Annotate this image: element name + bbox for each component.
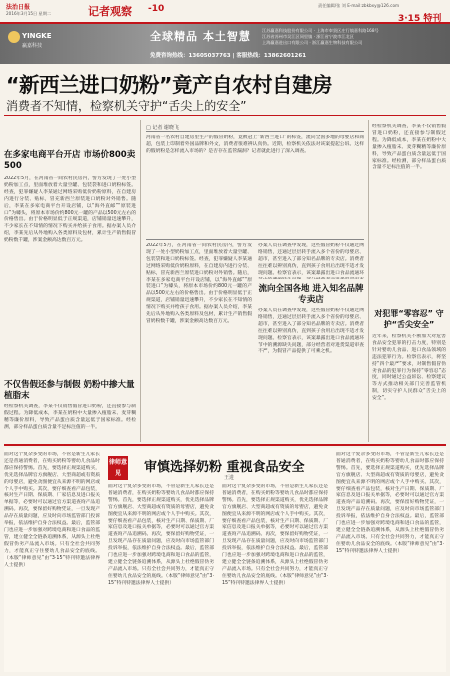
brand-name: YINGKE	[22, 32, 52, 40]
column-divider	[140, 120, 141, 442]
commentary-author: 王进	[224, 475, 235, 481]
brand-logo	[6, 28, 66, 60]
commentary-col-2: 面对这个复杂多变的市场，不管是新生儿家长还是普通消费者，在购买奶粉等婴幼儿食品时都应保持警惕。首先，要选择正规渠道购买，优先选择品牌官方旗舰店、大型商超或有资质的母婴店，避免贪图便宜从来源不明的网店或个人手中购买。其次，要仔细查看产品包装，核对生产日期、保质期、厂家信息及进口报关单据等，必要时可以通过官方渠道查询产品追溯码。再次，要保留好购物凭证，一旦发现产品存在质量问题，应及时向市场监管部门投诉举报，依法维护自身合法权益。最后，监管部门也应进一步加强对跨境电商和进口食品的监管，建立健全全链条追溯体系，从源头上杜绝假冒伪劣产品流入市场。只有全社会共同努力，才能真正守住婴幼儿食品安全的底线。（本版“律师意见”由“3·15”特刊特邀法律界人士提供）	[108, 484, 214, 586]
commentary-col-4: 面对这个复杂多变的市场，不管是新生儿家长还是普通消费者，在购买奶粉等婴幼儿食品时都应保持警惕。首先，要选择正规渠道购买，优先选择品牌官方旗舰店、大型商超或有资质的母婴店，避免贪图便宜从来源不明的网店或个人手中购买。其次，要仔细查看产品包装，核对生产日期、保质期、厂家信息及进口报关单据等，必要时可以通过官方渠道查询产品追溯码。再次，要保留好购物凭证，一旦发现产品存在质量问题，应及时向市场监管部门投诉举报，依法维护自身合法权益。最后，监管部门也应进一步加强对跨境电商和进口食品的监管，建立健全全链条追溯体系，从源头上杜绝假冒伪劣产品流入市场。只有全社会共同努力，才能真正守住婴幼儿食品安全的底线。（本版“律师意见”由“3·15”特刊特邀法律界人士提供）	[336, 452, 444, 554]
wheat-icon	[8, 31, 20, 43]
section-body-2: 经检察机关调查，李某不仅销售假冒进口奶粉，还直接参与制假过程。为降低成本，李某在奶粉中大量掺入植脂末、麦芽糊精等廉价原料，导致产品蛋白质含量远低于国家标准。经检测，部分样品蛋白质含量不足标注值的一半。	[4, 404, 136, 430]
paper-name: 法治日报	[6, 4, 31, 11]
headline: “新西兰进口奶粉”竟产自农村自建房	[6, 73, 332, 97]
date-line: 2016年3月15日 星期二	[6, 11, 52, 16]
body-left: 2022年5月，在河南省一间农村民房内，警方发现了一处小型奶粉加工点，里面堆放着大量空罐、包装袋和进口奶粉标签。经查，犯罪嫌疑人李某通过网络采购低价奶粉原料，在自建房内进行分装、贴标，冒充新西兰原装进口奶粉对外销售。随后，李某在多家电商平台开设店铺，以“海外直邮”“原装进口”为噱头，将原本市场价约800元一罐的产品以500元左右的价格售出。由于价格明显低于正规渠道，店铺销量迅速攀升，不少家长在不知情的情况下购买并给孩子食用。据办案人员介绍，李某先后从外地购入各类原料及包材，累计生产销售假冒奶粉数千罐，涉案金额高达数百万元。	[146, 243, 252, 324]
section-heading-1	[4, 150, 136, 172]
byline: □ 记者 谢晓飞	[146, 125, 179, 131]
ad-company-3: 上海赢嘉进出口有限公司 · 浙江赢嘉生物科技有限公司	[262, 40, 363, 45]
commentary-top-rule	[4, 444, 446, 446]
ad-slogan: 全球精品 本土智慧	[150, 30, 251, 43]
headline-rule	[4, 115, 446, 116]
ad-phone: 免费咨询热线：13605037763 | 客服热线：13862601261	[150, 53, 307, 59]
section-body-3: 办案人员在调查中发现，这些假冒奶粉不仅通过网络销售，还通过层层转手流入多个省份的母婴店、超市，甚至进入了部分知名品牌的专卖店。消费者往往难以辨别真伪，直到孩子食用后出现不适才发现问题。检察官表示，该案暴露出进口食品流通环节中的溯源缺失问题，部分经营者对进货渠道审查不严，为假冒产品提供了可乘之机。	[258, 308, 364, 355]
section-title: 记者观察	[88, 5, 132, 18]
ad-company-1: 江苏赢嘉科技股份有限公司 · 上海市奉贤区庄行镇嘉科路168号	[262, 28, 379, 33]
section-title: 不仅售假还参与制假 奶粉中掺大量植脂末	[4, 380, 135, 401]
brand-name-cn: 赢嘉科技	[22, 43, 43, 49]
masthead	[0, 0, 450, 24]
ad-company-2: 江苏省苏州市吴江区同里镇 · 浙江省宁波市江北区	[262, 34, 354, 39]
section-title: 对犯罪“零容忍” 守护“舌尖安全”	[374, 309, 444, 329]
special-issue: 3·15 特刊	[398, 14, 442, 24]
subheadline: 消费者不知情，检察机关守护“舌尖上的安全”	[6, 99, 247, 113]
commentary-tag: 律师意见	[108, 456, 128, 480]
lead-rule	[146, 131, 364, 132]
commentary-box	[4, 448, 446, 672]
lead-paragraph: 河南省一名农村自建房里生产的假冒奶粉，竟被冠上“新西兰进口”的标签，流向全国多地的母婴店和商超，包装上印制着外国品牌和外文，消费者很难辨认真伪。近期，检察机关依法对该案提起公诉。这样的假奶粉是怎样流入市场的？是否存在监管漏洞？记者就此进行了深入调查。	[146, 135, 364, 154]
commentary-col-1: 面对这个复杂多变的市场，不管是新生儿家长还是普通消费者，在购买奶粉等婴幼儿食品时都应保持警惕。首先，要选择正规渠道购买，优先选择品牌官方旗舰店、大型商超或有资质的母婴店，避免贪图便宜从来源不明的网店或个人手中购买。其次，要仔细查看产品包装，核对生产日期、保质期、厂家信息及进口报关单据等，必要时可以通过官方渠道查询产品追溯码。再次，要保留好购物凭证，一旦发现产品存在质量问题，应及时向市场监管部门投诉举报，依法维护自身合法权益。最后，监管部门也应进一步加强对跨境电商和进口食品的监管，建立健全全链条追溯体系，从源头上杜绝假冒伪劣产品流入市场。只有全社会共同努力，才能真正守住婴幼儿食品安全的底线。（本版“律师意见”由“3·15”特刊特邀法律界人士提供）	[4, 452, 100, 568]
page-number: -10	[148, 4, 165, 14]
column-divider	[368, 120, 369, 442]
body-right: 办案人员在调查中发现，这些假冒奶粉不仅通过网络销售，还通过层层转手流入多个省份的母婴店、超市，甚至进入了部分知名品牌的专卖店。消费者往往难以辨别真伪，直到孩子食用后出现不适才发现问题。检察官表示，该案暴露出进口食品流通环	[258, 243, 364, 276]
section-heading-3	[256, 284, 366, 306]
editor-line: 责任编辑/张 刘 E-mail:zbkbxy@126.com	[318, 3, 400, 8]
section-body-1: 2022年5月，在河南省一间农村民房内，警方发现了一处小型奶粉加工点，里面堆放着大量空罐、包装袋和进口奶粉标签。经查，犯罪嫌疑人李某通过网络采购低价奶粉原料，在自建房内进行分装、贴标，冒充新西兰原装进口奶粉对外销售。随后，李某在多家电商平台开设店铺，以“海外直邮”“原装进口”为噱头，将原本市场价约800元一罐的产品以500元左右的价格售出。由于价格明显低于正规渠道，店铺销量迅速攀升，不少家长在不知情的情况下购买并给孩子食用。据办案人员介绍，李某先后从外地购入各类原料及包材，累计生产销售假冒奶粉数千罐，涉案金额高达数百万元。	[4, 176, 136, 244]
lead-rule	[146, 239, 364, 240]
ad-banner	[0, 24, 450, 64]
section-heading-2	[4, 380, 136, 402]
commentary-col-3: 面对这个复杂多变的市场，不管是新生儿家长还是普通消费者，在购买奶粉等婴幼儿食品时都应保持警惕。首先，要选择正规渠道购买，优先选择品牌官方旗舰店、大型商超或有资质的母婴店，避免贪图便宜从来源不明的网店或个人手中购买。其次，要仔细查看产品包装，核对生产日期、保质期、厂家信息及进口报关单据等，必要时可以通过官方渠道查询产品追溯码。再次，要保留好购物凭证，一旦发现产品存在质量问题，应及时向市场监管部门投诉举报，依法维护自身合法权益。最后，监管部门也应进一步加强对跨境电商和进口食品的监管，建立健全全链条追溯体系，从源头上杜绝假冒伪劣产品流入市场。只有全社会共同努力，才能真正守住婴幼儿食品安全的底线。（本版“律师意见”由“3·15”特刊特邀法律界人士提供）	[222, 484, 328, 586]
commentary-title: 审慎选择奶粉 重视食品安全	[144, 460, 305, 475]
section-body-4: 近年来，检察机关不断加大对危害食品安全犯罪的打击力度，特别是针对婴幼儿食品、进口食品领域的违法犯罪行为。检察官表示，将坚持“四个最严”要求，对制售假冒伪劣食品的犯罪行为保持“零容忍”态度，同时通过公益诉讼、检察建议等方式推动相关部门完善监管机制，切实守护人民群众“舌尖上的安全”。	[372, 334, 446, 402]
section-title: 在多家电商平台开店 市场价800卖500	[4, 150, 136, 171]
right-top-body: 经检察机关调查，李某不仅销售假冒进口奶粉，还直接参与制假过程。为降低成本，李某在奶粉中大量掺入植脂末、麦芽糊精等廉价原料，导致产品蛋白质含量远低于国家标准。经检测，部分样品蛋白质含量不足标注值的一半。	[372, 124, 446, 171]
section-title: 流向全国各地 进入知名品牌专卖店	[258, 284, 364, 305]
section-heading-4	[372, 308, 446, 330]
